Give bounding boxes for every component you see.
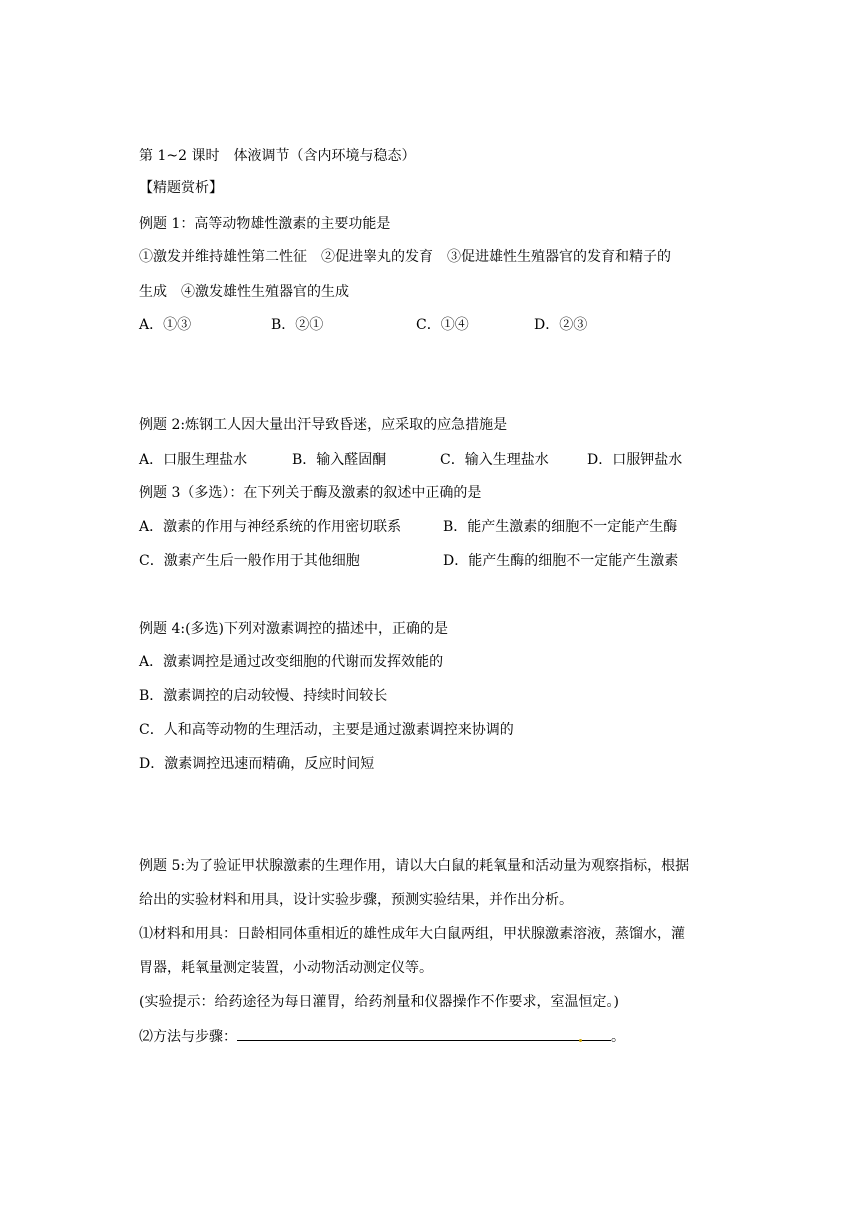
- question-4-option-c: C．人和高等动物的生理活动，主要是通过激素调控来协调的: [139, 722, 514, 738]
- page-title: 第 1~2 课时 体液调节（含内环境与稳态）: [139, 148, 416, 164]
- answer-blank[interactable]: [237, 1026, 611, 1041]
- question-1-option-d: D．②③: [534, 317, 588, 333]
- question-3-option-c: C．激素产生后一般作用于其他细胞: [139, 553, 360, 569]
- question-1-option-b: B．②①: [271, 317, 324, 333]
- question-4-stem: 例题 4:(多选)下列对激素调控的描述中，正确的是: [139, 621, 448, 637]
- question-5-method-end: 。: [611, 1029, 625, 1045]
- section-heading: 【精题赏析】: [139, 180, 223, 196]
- question-2-option-b: B．输入醛固酮: [292, 452, 387, 468]
- question-5-hint: (实验提示：给药途径为每日灌胃，给药剂量和仪器操作不作要求，室温恒定。): [139, 994, 619, 1010]
- question-1-line-1: ①激发并维持雄性第二性征 ②促进睾丸的发育 ③促进雄性生殖器官的发育和精子的: [139, 249, 671, 265]
- question-1-option-a: A．①③: [139, 317, 192, 333]
- question-1-stem: 例题 1：高等动物雄性激素的主要功能是: [139, 216, 391, 232]
- mark-dot: [579, 1039, 582, 1042]
- question-5-materials-line-1: ⑴材料和用具：日龄相同体重相近的雄性成年大白鼠两组，甲状腺激素溶液，蒸馏水，灌: [139, 926, 685, 942]
- question-5-materials-line-2: 胃器，耗氧量测定装置，小动物活动测定仪等。: [139, 960, 433, 976]
- question-2-option-a: A．口服生理盐水: [139, 452, 248, 468]
- question-5-method-label: ⑵方法与步骤：: [139, 1029, 237, 1045]
- question-3-option-a: A．激素的作用与神经系统的作用密切联系: [139, 519, 402, 535]
- question-4-option-a: A．激素调控是通过改变细胞的代谢而发挥效能的: [139, 654, 444, 670]
- question-2-option-c: C．输入生理盐水: [440, 452, 549, 468]
- question-3-option-d: D．能产生酶的细胞不一定能产生激素: [443, 553, 679, 569]
- question-1-option-c: C．①④: [416, 317, 469, 333]
- question-5-method-row: [139, 1026, 625, 1047]
- question-1-line-2: 生成 ④激发雄性生殖器官的生成: [139, 284, 349, 300]
- question-5-stem-line-1: 例题 5:为了验证甲状腺激素的生理作用，请以大白鼠的耗氧量和活动量为观察指标，根据: [139, 858, 690, 874]
- question-3-option-b: B．能产生激素的细胞不一定能产生酶: [443, 519, 678, 535]
- question-4-option-d: D．激素调控迅速而精确，反应时间短: [139, 756, 375, 772]
- question-5-stem-line-2: 给出的实验材料和用具，设计实验步骤，预测实验结果，并作出分析。: [139, 892, 573, 908]
- question-3-stem: 例题 3（多选）：在下列关于酶及激素的叙述中正确的是: [139, 485, 482, 501]
- question-4-option-b: B．激素调控的启动较慢、持续时间较长: [139, 688, 388, 704]
- question-2-stem: 例题 2:炼钢工人因大量出汗导致昏迷，应采取的应急措施是: [139, 417, 508, 433]
- question-2-option-d: D．口服钾盐水: [587, 452, 683, 468]
